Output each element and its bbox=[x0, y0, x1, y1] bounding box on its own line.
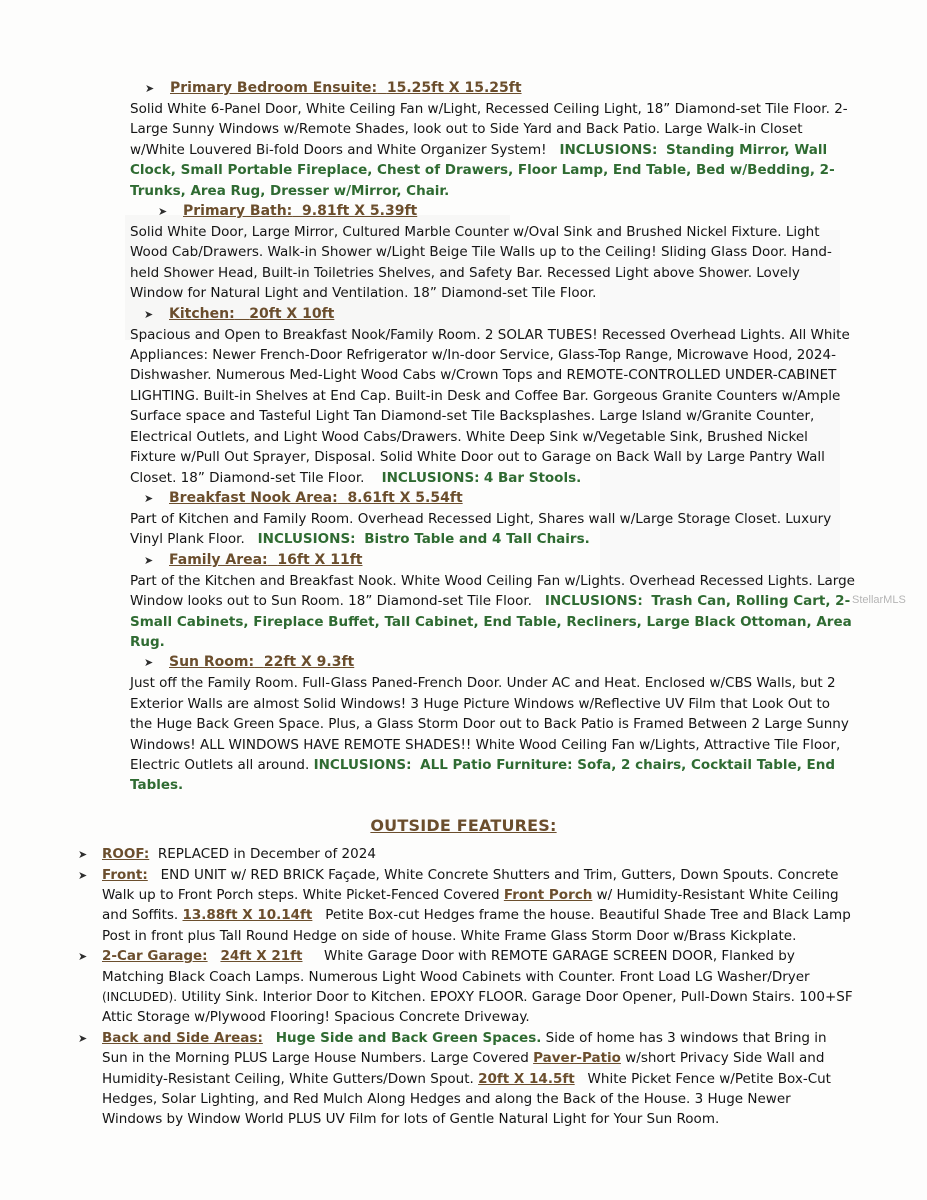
arrow-bullet-icon: ➤ bbox=[78, 848, 88, 862]
outside-item-garage bbox=[0, 946, 854, 1028]
room-text: Part of the Kitchen and Breakfast Nook. White Wood Ceiling Fan w/Lights. Overhead Recessed Lights. Large Window looks out to Sun Room. 18” Diamond-set Tile Floor. bbox=[130, 572, 855, 610]
item-text: Utility Sink. Interior Door to Kitchen. EPOXY FLOOR. Garage Door Opener, Pull-Down Stairs. 100+SF Attic Storage w/Plywood Flooring! Spacious Concrete Driveway. bbox=[102, 989, 853, 1026]
arrow-bullet-icon: ➤ bbox=[144, 491, 154, 505]
arrow-bullet-icon: ➤ bbox=[144, 553, 154, 567]
item-label: Back and Side Areas: bbox=[102, 1029, 263, 1046]
room-text: Just off the Family Room. Full-Glass Paned-French Door. Under AC and Heat. Enclosed w/CBS Walls, but 2 Exterior Walls are almost Solid Windows! 3 Huge Picture Windows w/Reflective UV Film that Look Out to the Huge Back Green Space. Plus, a Glass Storm Door out to Back Patio is Framed Between 2 Large Sunny Windows! ALL WINDOWS HAVE REMOTE SHADES!! White Wood Ceiling Fan w/Lights, Attractive Tile Floor, Electric Outlets all around. bbox=[130, 675, 849, 773]
room-title bbox=[169, 304, 334, 324]
room-text: Spacious and Open to Breakfast Nook/Family Room. 2 SOLAR TUBES! Recessed Overhead Lights. All White Appliances: Newer French-Door Refrigerator w/In-door Service, Glass-Top Range, Microwave Hood, 2024-Dishwasher. Numerous Med-Light Wood Cabs w/Crown Tops and REMOTE-CONTROLLED UNDER-CABINET LIGHTING. Built-in Shelves at End Cap. Built-in Desk and Coffee Bar. Gorgeous Granite Counters w/Ample Surface space and Tasteful Light Tan Diamond-set Tile Backsplashes. Large Island w/Granite Counter, Electrical Outlets, and Light Wood Cabs/Drawers. White Deep Sink w/Vegetable Sink, Brushed Nickel Fixture w/Pull Out Sprayer, Disposal. Solid White Door out to Garage on Back Wall by Large Pantry Wall Closet. 18” Diamond-set Tile Floor. bbox=[130, 326, 850, 486]
room-text: Solid White 6-Panel Door, White Ceiling Fan w/Light, Recessed Ceiling Light, 18” Diamond-set Tile Floor. 2-Large Sunny Windows w/Remote Shades, look out to Side Yard and Back Patio. Large Walk-in Closet w/White Louvered Bi-fold Doors and White Organizer System! bbox=[130, 101, 848, 158]
room-name: Family Area: bbox=[169, 551, 268, 568]
room-size: 22ft X 9.3ft bbox=[263, 654, 355, 671]
inclusions-list: Standing Mirror, Wall Clock, Small Portable Fireplace, Chest of Drawers, Floor Lamp, End Table, Bed w/Bedding, 2-Trunks, Area Rug, Dresser w/Mirror, Chair. bbox=[130, 141, 835, 199]
arrow-bullet-icon: ➤ bbox=[78, 1031, 88, 1045]
room-name: Primary Bedroom Ensuite: bbox=[170, 80, 378, 96]
room-name: Primary Bath: bbox=[183, 203, 293, 220]
room-title bbox=[169, 550, 362, 570]
inclusions-label: INCLUSIONS: bbox=[313, 756, 412, 773]
inclusions-list: 4 Bar Stools. bbox=[483, 469, 582, 486]
arrow-bullet-icon: ➤ bbox=[78, 868, 88, 882]
room-description bbox=[130, 325, 855, 488]
room-heading bbox=[0, 78, 927, 99]
green-space-highlight: Huge Side and Back Green Spaces. bbox=[275, 1029, 542, 1046]
item-text: Side of home has 3 windows that Bring in Sun in the Morning PLUS Large House Numbers. Large Covered bbox=[102, 1029, 827, 1067]
patio-size: 20ft X 14.5ft bbox=[478, 1070, 575, 1087]
room-name: Breakfast Nook Area: bbox=[169, 489, 338, 506]
item-label: Front: bbox=[102, 866, 148, 883]
inclusions-label: INCLUSIONS: bbox=[544, 593, 643, 610]
included-note: (INCLUDED). bbox=[102, 990, 178, 1005]
outside-item-front bbox=[0, 865, 854, 947]
front-porch-label: Front Porch bbox=[503, 887, 593, 903]
room-heading bbox=[0, 550, 927, 571]
room-title bbox=[169, 652, 354, 672]
room-description bbox=[130, 509, 855, 550]
inclusions-list: Trash Can, Rolling Cart, 2-Small Cabinets, Fireplace Buffet, Tall Cabinet, End Table, Recliners, Large Black Ottoman, Area Rug. bbox=[130, 593, 852, 650]
watermark: StellarMLS bbox=[852, 594, 906, 606]
item-label: ROOF: bbox=[102, 846, 150, 863]
room-text: Part of Kitchen and Family Room. Overhead Recessed Light, Shares wall w/Large Storage Closet. Luxury Vinyl Plank Floor. bbox=[130, 510, 832, 548]
room-size: 8.61ft X 5.54ft bbox=[347, 489, 463, 506]
room-description bbox=[130, 99, 855, 201]
room-size: 16ft X 11ft bbox=[277, 551, 363, 568]
room-description bbox=[130, 673, 855, 795]
room-description bbox=[130, 571, 855, 653]
inclusions-label: INCLUSIONS: bbox=[559, 141, 658, 158]
arrow-bullet-icon: ➤ bbox=[144, 656, 154, 670]
room-heading bbox=[0, 488, 927, 509]
outside-item-back bbox=[0, 1028, 854, 1130]
content bbox=[0, 78, 927, 1130]
room-text: Solid White Door, Large Mirror, Cultured Marble Counter w/Oval Sink and Brushed Nickel Fixture. Light Wood Cab/Drawers. Walk-in Shower w/Light Beige Tile Walls up to the Ceiling! Sliding Glass Door. Hand-held Shower Head, Built-in Toiletries Shelves, and Safety Bar. Recessed Light above Shower. Lovely Window for Natural Light and Ventilation. 18” Diamond-set Tile Floor. bbox=[130, 224, 832, 302]
room-title bbox=[183, 201, 417, 221]
inclusions-list: ALL Patio Furniture: Sofa, 2 chairs, Cocktail Table, End Tables. bbox=[130, 756, 836, 794]
room-size: 20ft X 10ft bbox=[249, 305, 335, 322]
inclusions-label: INCLUSIONS: bbox=[381, 469, 480, 486]
item-text: w/ Humidity-Resistant White Ceiling and Soffits. bbox=[102, 887, 839, 924]
inclusions-list: Bistro Table and 4 Tall Chairs. bbox=[364, 531, 590, 548]
room-heading bbox=[0, 304, 927, 325]
room-heading bbox=[0, 652, 927, 673]
outside-features-heading: OUTSIDE FEATURES: bbox=[370, 815, 557, 835]
item-text: w/short Privacy Side Wall and Humidity-Resistant Ceiling, White Gutters/Down Spout. bbox=[102, 1050, 825, 1087]
room-description bbox=[130, 222, 855, 304]
room-title bbox=[169, 488, 463, 508]
inclusions-label: INCLUSIONS: bbox=[257, 531, 356, 548]
room-name: Kitchen: bbox=[169, 305, 235, 322]
room-size: 15.25ft X 15.25ft bbox=[386, 80, 522, 96]
outside-item-roof bbox=[0, 844, 854, 864]
arrow-bullet-icon: ➤ bbox=[145, 82, 155, 95]
room-title bbox=[170, 78, 522, 98]
garage-size: 24ft X 21ft bbox=[220, 948, 303, 965]
item-text: Petite Box-cut Hedges frame the house. Beautiful Shade Tree and Black Lamp Post in front plus Tall Round Hedge on side of house. White Frame Glass Storm Door w/Brass Kickplate. bbox=[102, 907, 851, 944]
item-label: 2-Car Garage: bbox=[102, 948, 208, 965]
room-name: Sun Room: bbox=[169, 654, 255, 671]
item-text: White Picket Fence w/Petite Box-Cut Hedges, Solar Lighting, and Red Mulch Along Hedges and along the Back of the House. 3 Huge Newer Windows by Window World PLUS UV Film for lots of Gentle Natural Light for Your Sun Room. bbox=[102, 1070, 831, 1128]
item-text: White Garage Door with REMOTE GARAGE SCREEN DOOR, Flanked by Matching Black Coach Lamps. Numerous Light Wood Cabinets with Counter. Front Load LG Washer/Dryer bbox=[102, 948, 810, 985]
arrow-bullet-icon: ➤ bbox=[144, 307, 154, 321]
porch-size: 13.88ft X 10.14ft bbox=[182, 907, 313, 924]
item-text: END UNIT w/ RED BRICK Façade, White Concrete Shutters and Trim, Gutters, Down Spouts. Concrete Walk up to Front Porch steps. White Picket-Fenced Covered bbox=[102, 866, 839, 903]
room-size: 9.81ft X 5.39ft bbox=[302, 203, 418, 220]
room-heading bbox=[0, 201, 927, 222]
item-text: REPLACED in December of 2024 bbox=[157, 846, 376, 863]
arrow-bullet-icon: ➤ bbox=[78, 950, 88, 964]
paver-patio-label: Paver-Patio bbox=[533, 1050, 621, 1067]
arrow-bullet-icon: ➤ bbox=[158, 205, 168, 219]
